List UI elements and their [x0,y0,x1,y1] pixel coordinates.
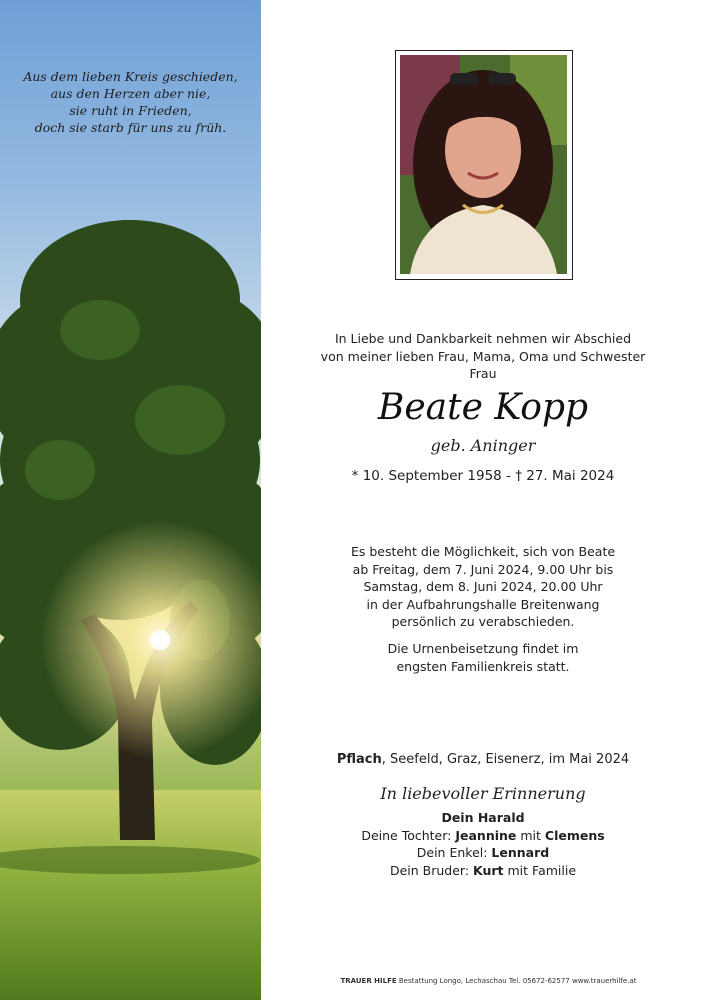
verse-line: Aus dem lieben Kreis geschieden, [23,69,238,84]
husband-name: Dein Harald [441,810,525,825]
farewell-line: ab Freitag, dem 7. Juni 2024, 9.00 Uhr bis [352,561,614,577]
tree-landscape-image [0,0,261,1000]
footer-brand: TRAUER HILFE [340,977,397,985]
daughter-partner-name: Clemens [544,827,605,843]
footer-credit [270,977,707,985]
brother-prefix: Dein Bruder: [389,862,474,878]
verse-line: doch sie starb für uns zu früh. [34,120,227,135]
farewell-notice [300,543,666,631]
tree-illustration [0,0,261,1000]
remembrance-heading: In liebevoller Erinnerung [380,784,586,803]
family-grandson [300,844,666,862]
memorial-verse [0,68,261,136]
family-husband [300,809,666,827]
burial-line: Die Urnenbeisetzung findet im [387,641,579,656]
farewell-line: Samstag, dem 8. Juni 2024, 20.00 Uhr [363,579,603,594]
place-main: Pflach [336,752,382,767]
family-daughter [300,827,666,845]
farewell-line: persönlich zu verabschieden. [391,614,575,629]
intro-line: In Liebe und Dankbarkeit nehmen wir Abschied [334,331,632,346]
brother-name: Kurt [473,862,504,878]
daughter-name: Jeannine [455,827,517,843]
intro-line: Frau [469,366,497,381]
portrait-photo [395,50,573,280]
birth-name: geb. Aninger [430,436,536,455]
place-and-date [300,752,666,767]
deceased-name: Beate Kopp [377,387,589,428]
grandson-name: Lennard [491,845,550,860]
burial-line: engsten Familienkreis statt. [396,658,570,674]
footer-text: Bestattung Longo, Lechaschau Tel. 05672-62577 www.trauerhilfe.at [396,977,637,985]
daughter-prefix: Deine Tochter: [361,827,456,843]
intro-text [300,330,666,383]
grandson-prefix: Dein Enkel: [416,845,492,860]
farewell-line: Es besteht die Möglichkeit, sich von Beate [350,544,616,559]
family-brother [300,862,666,880]
life-dates: * 10. September 1958 - † 27. Mai 2024 [351,468,615,484]
farewell-line: in der Aufbahrungshalle Breitenwang [366,596,600,612]
brother-suffix: mit Familie [503,862,577,878]
verse-line: sie ruht in Frieden, [69,103,192,118]
portrait-image [400,55,567,274]
verse-line: aus den Herzen aber nie, [50,86,211,101]
family-list [300,809,666,879]
burial-notice [300,640,666,675]
place-rest: , Seefeld, Graz, Eisenerz, im Mai 2024 [381,752,630,767]
daughter-mid: mit [516,827,545,843]
intro-line: von meiner lieben Frau, Mama, Oma und Schwester [320,348,646,364]
